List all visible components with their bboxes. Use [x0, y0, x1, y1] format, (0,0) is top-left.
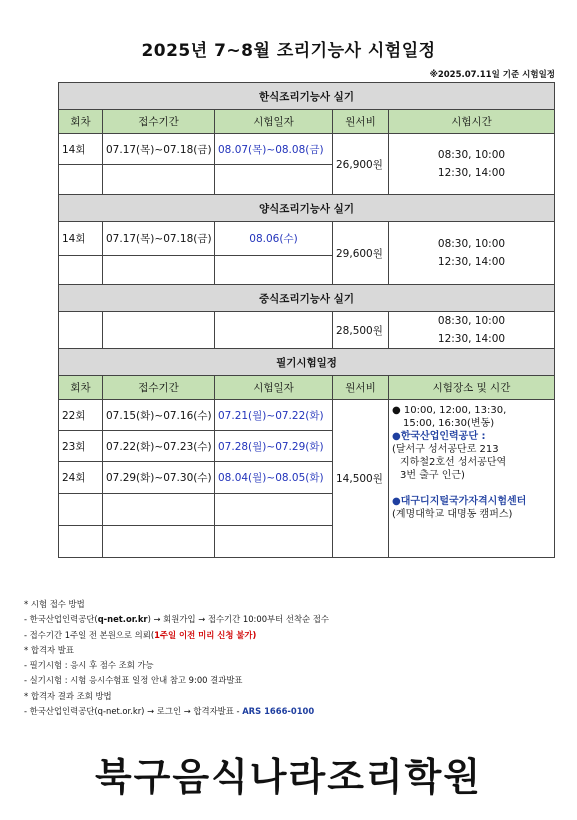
- exam-location-cell: [389, 400, 555, 558]
- written-times: ● 10:00, 12:00, 13:30,: [392, 405, 507, 416]
- reception-cell: 07.29(화)~07.30(수): [103, 462, 215, 494]
- col-place-time: 시험장소 및 시간: [389, 376, 555, 400]
- written-times: 15:00, 16:30(변동): [403, 418, 495, 429]
- column-header-row: [59, 376, 555, 400]
- warning-text: 1주일 이전 미리 신청 불가: [154, 629, 253, 640]
- reception-cell: 07.22(화)~07.23(수): [103, 431, 215, 462]
- note-line: - 접수기간 1주일 전 본원으로 의뢰(1주일 이전 미리 신청 불가): [24, 629, 257, 640]
- col-fee: 원서비: [333, 376, 389, 400]
- note-heading: * 합격자 결과 조회 방법: [24, 690, 112, 701]
- section-header-written: 필기시험일정: [59, 349, 555, 376]
- time-line: 12:30, 14:00: [437, 167, 506, 179]
- reception-cell: 07.15(화)~07.16(수): [103, 400, 215, 431]
- section-header-korean: 한식조리기능사 실기: [59, 83, 555, 110]
- exam-date-cell: 07.21(월)~07.22(화): [215, 400, 333, 431]
- section-header-chinese: 중식조리기능사 실기: [59, 285, 555, 312]
- exam-schedule-table: [58, 82, 555, 558]
- fee-cell: 28,500원: [333, 312, 389, 349]
- col-round: 회차: [59, 376, 103, 400]
- col-exam-date: 시험일자: [215, 110, 333, 134]
- academy-name: 북구음식나라조리학원: [94, 755, 483, 799]
- fee-cell: 14,500원: [333, 400, 389, 558]
- hrd-address: (달서구 성서공단로 213: [392, 444, 499, 455]
- col-reception: 접수기간: [103, 376, 215, 400]
- exam-date-cell: 07.28(월)~07.29(화): [215, 431, 333, 462]
- reception-cell: 07.17(목)~07.18(금): [103, 222, 215, 256]
- round-cell: 23회: [59, 431, 103, 462]
- time-line: 08:30, 10:00: [437, 149, 506, 161]
- time-line: 08:30, 10:00: [437, 238, 506, 250]
- qnet-link[interactable]: q-net.or.kr: [97, 614, 148, 625]
- note-line: - 필기시험 : 응시 후 점수 조회 가능: [24, 660, 154, 671]
- hrd-name: ●한국산업인력공단 :: [392, 431, 486, 442]
- note-line: - 한국산업인력공단(q-net.or.kr) → 회원가입 → 접수기간 10:00부터 선착순 접수: [24, 614, 329, 625]
- page-title: 2025년 7~8월 조리기능사 시험일정: [141, 41, 436, 61]
- note-heading: * 합격자 발표: [24, 644, 74, 655]
- table-row: [59, 312, 555, 349]
- note-line: - 실기시험 : 시험 응시수험표 일정 안내 참고 9:00 결과발표: [24, 675, 243, 686]
- round-cell: 14회: [59, 134, 103, 165]
- table-row: [59, 222, 555, 256]
- fee-cell: 29,600원: [333, 222, 389, 285]
- col-exam-date: 시험일자: [215, 376, 333, 400]
- round-cell: 14회: [59, 222, 103, 256]
- digital-center-address: (계명대학교 대명동 캠퍼스): [392, 509, 513, 520]
- exam-time-cell: [389, 222, 555, 285]
- table-row: [59, 134, 555, 165]
- note-line: - 한국산업인력공단(q-net.or.kr) → 로그인 → 합격자발표 - ARS 1666-0100: [24, 706, 315, 717]
- table-row: [59, 400, 555, 431]
- exam-date-cell: 08.04(월)~08.05(화): [215, 462, 333, 494]
- col-fee: 원서비: [333, 110, 389, 134]
- round-cell: 22회: [59, 400, 103, 431]
- ars-number: ARS 1666-0100: [242, 706, 315, 717]
- hrd-address: 지하철2호선 성서공단역: [400, 457, 507, 468]
- time-line: 12:30, 14:00: [437, 256, 506, 268]
- notes-section: [24, 597, 329, 719]
- exam-time-cell: [389, 312, 555, 349]
- note-heading: * 시험 접수 방법: [24, 599, 85, 609]
- digital-center-name: ●대구디지털국가자격시험센터: [392, 496, 527, 507]
- exam-time-cell: [389, 134, 555, 195]
- time-line: 12:30, 14:00: [437, 333, 506, 345]
- col-reception: 접수기간: [103, 110, 215, 134]
- reception-cell: 07.17(목)~07.18(금): [103, 134, 215, 165]
- round-cell: 24회: [59, 462, 103, 494]
- exam-date-cell: 08.06(수): [215, 222, 333, 256]
- section-header-western: 양식조리기능사 실기: [59, 195, 555, 222]
- col-round: 회차: [59, 110, 103, 134]
- fee-cell: 26,900원: [333, 134, 389, 195]
- col-exam-time: 시험시간: [389, 110, 555, 134]
- column-header-row: [59, 110, 555, 134]
- basis-date-note: ※2025.07.11일 기준 시험일정: [429, 70, 555, 80]
- time-line: 08:30, 10:00: [437, 315, 506, 327]
- exam-date-cell: 08.07(목)~08.08(금): [215, 134, 333, 165]
- hrd-address: 3번 출구 인근): [400, 470, 465, 481]
